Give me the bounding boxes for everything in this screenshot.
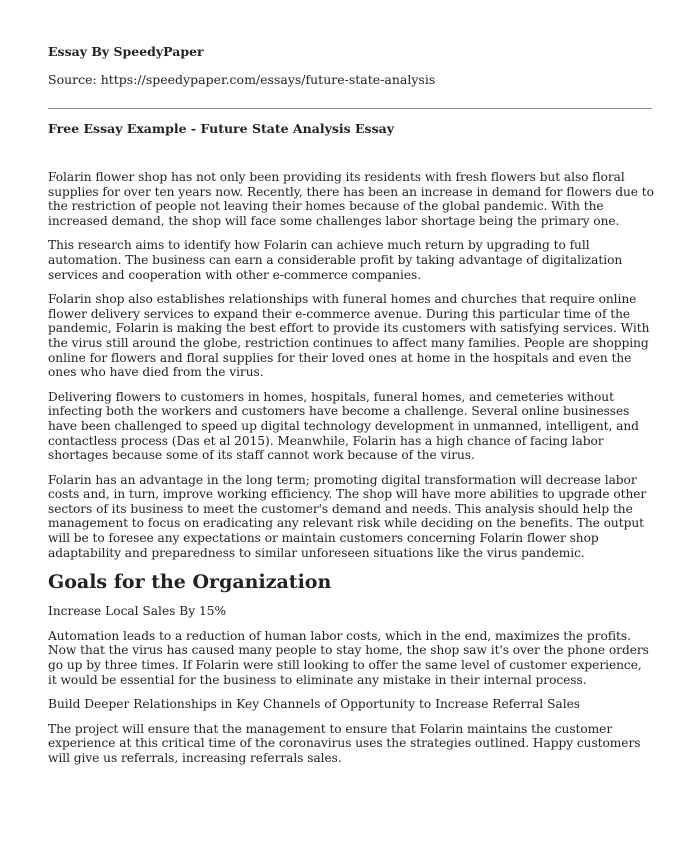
paragraph: Folarin has an advantage in the long term; promoting digital transformation will decrease labor costs and, in turn, improve working efficiency. The shop will have more abilities to upgrade other sectors of its business to meet the customer's demand and needs. This analysis should help the management to focus on eradicating any relevant risk while deciding on the benefits. The output will be to foresee any expectations or maintain customers concerning Folarin flower shop adaptability and preparedness to similar unforeseen situations like the virus pandemic. xyxy=(48,472,647,560)
goal-paragraph: The project will ensure that the management to ensure that Folarin maintains the customer experience at this critical time of the coronavirus uses the strategies outlined. Happy customers will give us referrals, increasing referrals sales. xyxy=(48,721,641,765)
paragraph: This research aims to identify how Folarin can achieve much return by upgrading to full automation. The business can earn a considerable profit by taking advantage of digitalization services and cooperation with other e-commerce companies. xyxy=(48,238,623,282)
header-title: Essay By SpeedyPaper xyxy=(48,44,204,59)
goal-paragraph: Automation leads to a reduction of human labor costs, which in the end, maximizes the profits. Now that the virus has caused many people to stay home, the shop saw it's over the phone orders go up by three times. If Folarin were still looking to offer the same level of customer experience, it would be essential for the business to eliminate any mistake in their internal process. xyxy=(48,628,649,687)
header-divider xyxy=(48,108,652,109)
essay-title: Free Essay Example - Future State Analysis Essay xyxy=(48,121,394,136)
section-heading: Goals for the Organization xyxy=(48,571,332,594)
goal-title: Build Deeper Relationships in Key Channels of Opportunity to Increase Referral Sales xyxy=(48,697,581,712)
paragraph: Folarin flower shop has not only been providing its residents with fresh flowers but also floral supplies for over ten years now. Recently, there has been an increase in demand for flowers due to the restriction of people not leaving their homes because of the global pandemic. With the increased demand, the shop will face some challenges labor shortage being the primary one. xyxy=(48,170,654,228)
goal-title: Increase Local Sales By 15% xyxy=(48,604,227,619)
paragraph: Delivering flowers to customers in homes, hospitals, funeral homes, and cemeteries without infecting both the workers and customers have become a challenge. Several online businesses have been challenged to speed up digital technology development in unmanned, intelligent, and contactless process (Das et al 2015). Meanwhile, Folarin has a high chance of facing labor shortages because some of its staff cannot work because of the virus. xyxy=(48,389,639,463)
header-source: Source: https://speedypaper.com/essays/future-state-analysis xyxy=(48,72,436,87)
essay-body xyxy=(48,170,654,776)
paragraph: Folarin shop also establishes relationships with funeral homes and churches that require online flower delivery services to expand their e-commerce avenue. During this particular time of the pandemic, Folarin is making the best effort to provide its customers with satisfying services. With the virus still around the globe, restriction continues to affect many families. People are shopping online for flowers and floral supplies for their loved ones at home in the hospitals and even the ones who have died from the virus. xyxy=(48,292,650,380)
